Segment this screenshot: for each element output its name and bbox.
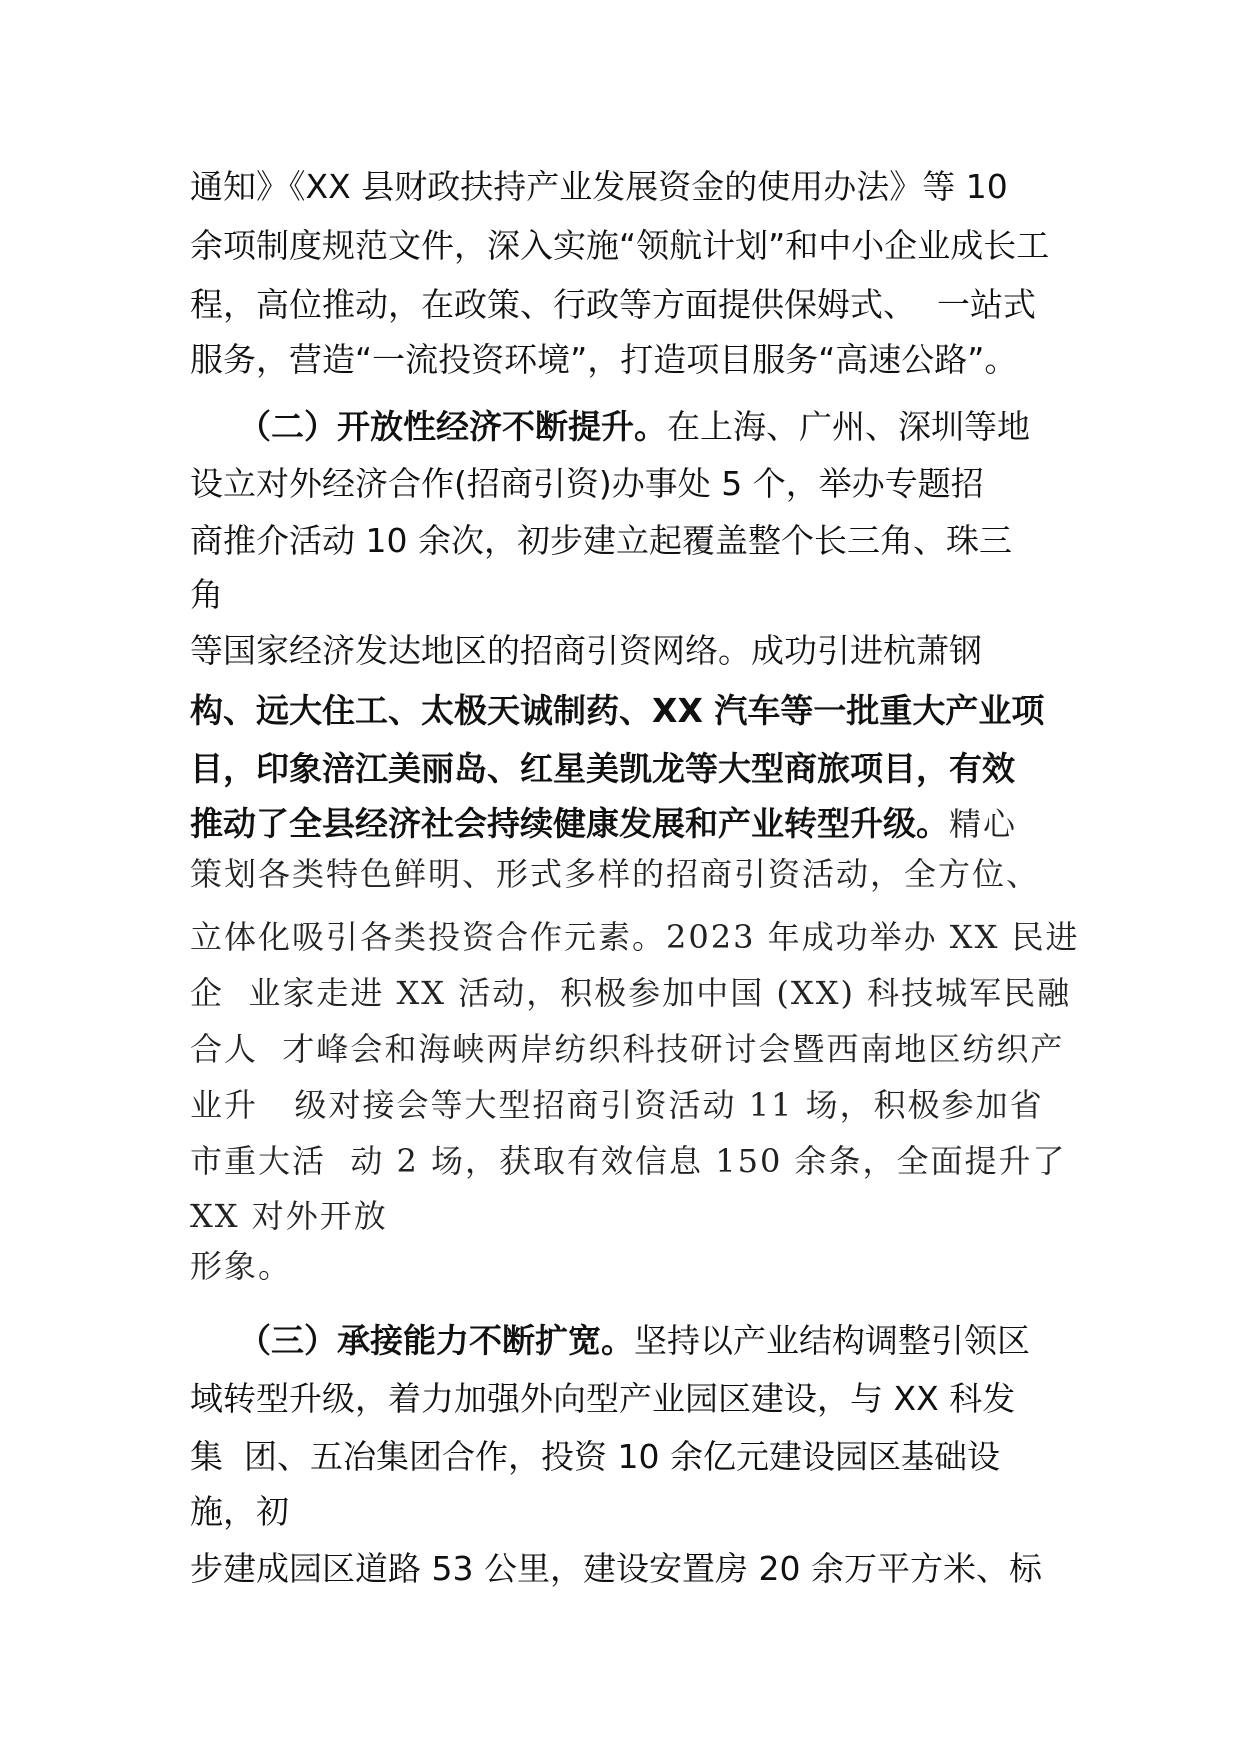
bold-text-span: 推动了全县经济社会持续健康发展和产业转型升级。 — [190, 804, 949, 843]
text-line: 形象。 — [190, 1247, 293, 1285]
text-line: 集 团、五冶集团合作，投资 10 余亿元建设园区基础设 — [190, 1437, 1000, 1476]
paragraph-line — [238, 407, 1030, 446]
text-line: 合人 才峰会和海峡两岸纺织科技研讨会暨西南地区纺织产 — [190, 1030, 1065, 1068]
text-line: 立体化吸引各类投资合作元素。2023 年成功举办 XX 民进 — [190, 918, 1080, 956]
text-line: 商推介活动 10 余次，初步建立起覆盖整个长三角、珠三 — [190, 521, 1012, 560]
paragraph-line — [238, 1321, 1030, 1360]
text-line: 服务，营造“一流投资环境”，打造项目服务“高速公路”。 — [190, 340, 1018, 379]
text-line: 角 — [190, 575, 223, 614]
text-line: 施，初 — [190, 1492, 289, 1531]
text-line: 余项制度规范文件，深入实施“领航计划”和中小企业成长工 — [190, 226, 1050, 265]
text-line: 步建成园区道路 53 公里，建设安置房 20 余万平方米、标 — [190, 1549, 1042, 1588]
paragraph-line — [190, 804, 1018, 843]
text-line: 程，高位推动，在政策、行政等方面提供保姆式、 一站式 — [190, 285, 1036, 324]
section-heading: （三）承接能力不断扩宽。 — [238, 1321, 634, 1360]
text-span: 精心 — [949, 805, 1018, 843]
bold-text-line: 构、远大住工、太极天诚制药、XX 汽车等一批重大产业项 — [190, 691, 1045, 730]
text-line: 等国家经济发达地区的招商引资网络。成功引进杭萧钢 — [190, 631, 982, 670]
text-line: 域转型升级，着力加强外向型产业园区建设，与 XX 科发 — [190, 1379, 1016, 1418]
text-span: 在上海、广州、深圳等地 — [667, 407, 1030, 446]
text-line: 业升 级对接会等大型招商引资活动 11 场，积极参加省 — [190, 1086, 1044, 1124]
text-line: 市重大活 动 2 场，获取有效信息 150 余条，全面提升了 — [190, 1142, 1067, 1180]
text-line: 通知》《XX 县财政扶持产业发展资金的使用办法》等 10 — [190, 167, 1008, 206]
bold-text-line: 目，印象涪江美丽岛、红星美凯龙等大型商旅项目，有效 — [190, 749, 1015, 788]
text-line: 企 业家走进 XX 活动，积极参加中国 (XX) 科技城军民融 — [190, 974, 1072, 1012]
text-line: 设立对外经济合作(招商引资)办事处 5 个，举办专题招 — [190, 464, 984, 503]
text-line: XX 对外开放 — [190, 1197, 388, 1235]
text-span: 坚持以产业结构调整引领区 — [634, 1321, 1030, 1360]
text-line: 策划各类特色鲜明、形式多样的招商引资活动，全方位、 — [190, 855, 1041, 893]
section-heading: （二）开放性经济不断提升。 — [238, 407, 667, 446]
